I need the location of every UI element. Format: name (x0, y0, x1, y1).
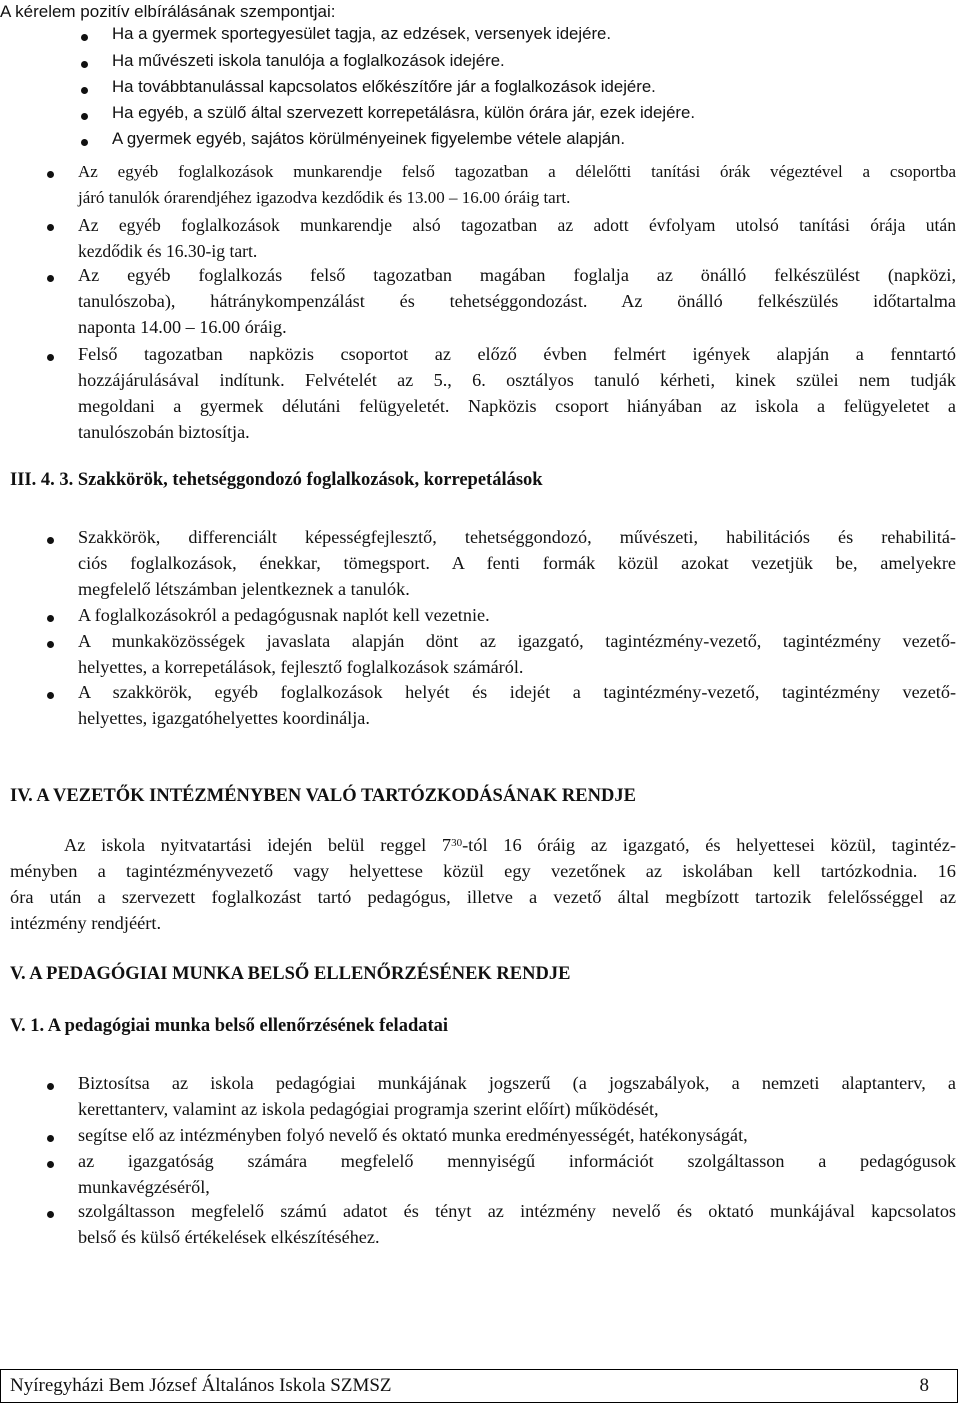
bullet-icon (47, 1083, 54, 1090)
criteria-item: Ha továbbtanulással kapcsolatos előkészítőre jár a foglalkozások idejére. (112, 77, 656, 96)
bullet-icon (81, 139, 88, 146)
bullet-icon (81, 34, 88, 41)
list-item: az igazgatóság számára megfelelő mennyiségű információt szolgáltasson a pedagógusok munkavégzéséről, (78, 1151, 956, 1197)
section-iv-paragraph: Az iskola nyitvatartási idején belül reggel $7^{30}$-tól 16 óráig az igazgató, és helyettesei közül, tagintéz- ményben a tagintézményvezető vagy helyettese közül egy vezetőnek az iskolában kell tartózkodnia. 16 óra után a szervezett foglalkozást tartó pedagógus, illetve a vezető által megbízott tartozik felelősséggel az intézmény rendjéért. (10, 835, 956, 933)
footer-page-number: 8 (919, 1375, 929, 1396)
list-item: A munkaközösségek javaslata alapján dönt az igazgató, tagintézmény-vezető, tagintézmény vezető- helyettes, a korrepetálások, fejlesztő foglalkozások számáról. (78, 631, 956, 677)
bullet-icon (81, 87, 88, 94)
bullet-icon (47, 275, 54, 282)
bullet-icon (47, 171, 54, 178)
list-item: segítse elő az intézményben folyó nevelő és oktató munka eredményességét, hatékonyságát, (78, 1125, 748, 1145)
bullet-icon (47, 1135, 54, 1142)
bullet-icon (81, 113, 88, 120)
bullet-icon (47, 537, 54, 544)
list-item: A foglalkozásokról a pedagógusnak naplót kell vezetnie. (78, 605, 490, 625)
criteria-item: Ha művészeti iskola tanulója a foglalkozások idejére. (112, 51, 505, 70)
list-item: Szakkörök, differenciált képességfejlesztő, tehetséggondozó, művészeti, habilitációs és rehabilitá- ciós foglalkozások, énekkar, tömegsport. A fenti formák közül azokat vezetjük be, amelyekre megfelelő létszámban jelentkeznek a tanulók. (78, 527, 956, 599)
bullet-icon (81, 61, 88, 68)
criteria-item: Ha a gyermek sportegyesület tagja, az edzések, versenyek idejére. (112, 24, 612, 43)
list-item: Biztosítsa az iskola pedagógiai munkájának jogszerű (a jogszabályok, a nemzeti alaptanterv, a kerettanterv, valamint az iskola pedagógiai programja szerint előírt) működését, (78, 1073, 956, 1119)
section-heading-343: III. 4. 3. Szakkörök, tehetséggondozó foglalkozások, korrepetálások (10, 470, 543, 490)
section-heading-iv: IV. A VEZETŐK INTÉZMÉNYBEN VALÓ TARTÓZKODÁSÁNAK RENDJE (10, 786, 636, 806)
page-footer (0, 1369, 958, 1403)
rule-item: Felső tagozatban napközis csoportot az előző évben felmért igények alapján a fenntartó hozzájárulásával indítunk. Felvételét az 5., 6. osztályos tanuló kérheti, kinek szülei nem tudják megoldani a gyermek délutáni felügyeletét. Napközis csoport hiányában az iskola a felügyeletet a tanulószobán biztosítja. (78, 344, 956, 442)
list-item: szolgáltasson megfelelő számú adatot és tényt az intézmény nevelő és oktató munkájával kapcsolatos belső és külső értékelések elkészítéséhez. (78, 1201, 956, 1247)
section-heading-v: V. A PEDAGÓGIAI MUNKA BELSŐ ELLENŐRZÉSÉNEK RENDJE (10, 964, 571, 984)
rule-item: Az egyéb foglalkozás felső tagozatban magában foglalja az önálló felkészülést (napközi, tanulószoba), hátránykompenzálást és tehetséggondozást. Az önálló felkészülés időtartalma naponta 14.00 – 16.00 óráig. (78, 265, 956, 337)
bullet-icon (47, 615, 54, 622)
bullet-icon (47, 641, 54, 648)
footer-school-name: Nyíregyházi Bem József Általános Iskola SZMSZ (10, 1375, 392, 1396)
bullet-icon (47, 354, 54, 361)
list-item: A szakkörök, egyéb foglalkozások helyét és idejét a tagintézmény-vezető, tagintézmény vezető- helyettes, igazgatóhelyettes koordinálja. (78, 682, 956, 728)
bullet-icon (47, 692, 54, 699)
criteria-item: A gyermek egyéb, sajátos körülményeinek figyelembe vétele alapján. (112, 129, 626, 148)
intro-line: A kérelem pozitív elbírálásának szempontjai: (0, 2, 336, 21)
rule-item: Az egyéb foglalkozások munkarendje felső tagozatban a délelőtti tanítási órák végeztével a csoportba járó tanulók órarendjéhez igazodva kezdődik és 13.00 – 16.00 óráig tart. (78, 162, 956, 207)
bullet-icon (47, 224, 54, 231)
section-subheading-v1: V. 1. A pedagógiai munka belső ellenőrzésének feladatai (10, 1016, 449, 1036)
bullet-icon (47, 1211, 54, 1218)
rule-item: Az egyéb foglalkozások munkarendje alsó tagozatban az adott évfolyam utolsó tanítási órája után kezdődik és 16.30-ig tart. (78, 215, 956, 261)
bullet-icon (47, 1161, 54, 1168)
criteria-item: Ha egyéb, a szülő által szervezett korrepetálásra, külön órára jár, ezek idejére. (112, 103, 695, 122)
